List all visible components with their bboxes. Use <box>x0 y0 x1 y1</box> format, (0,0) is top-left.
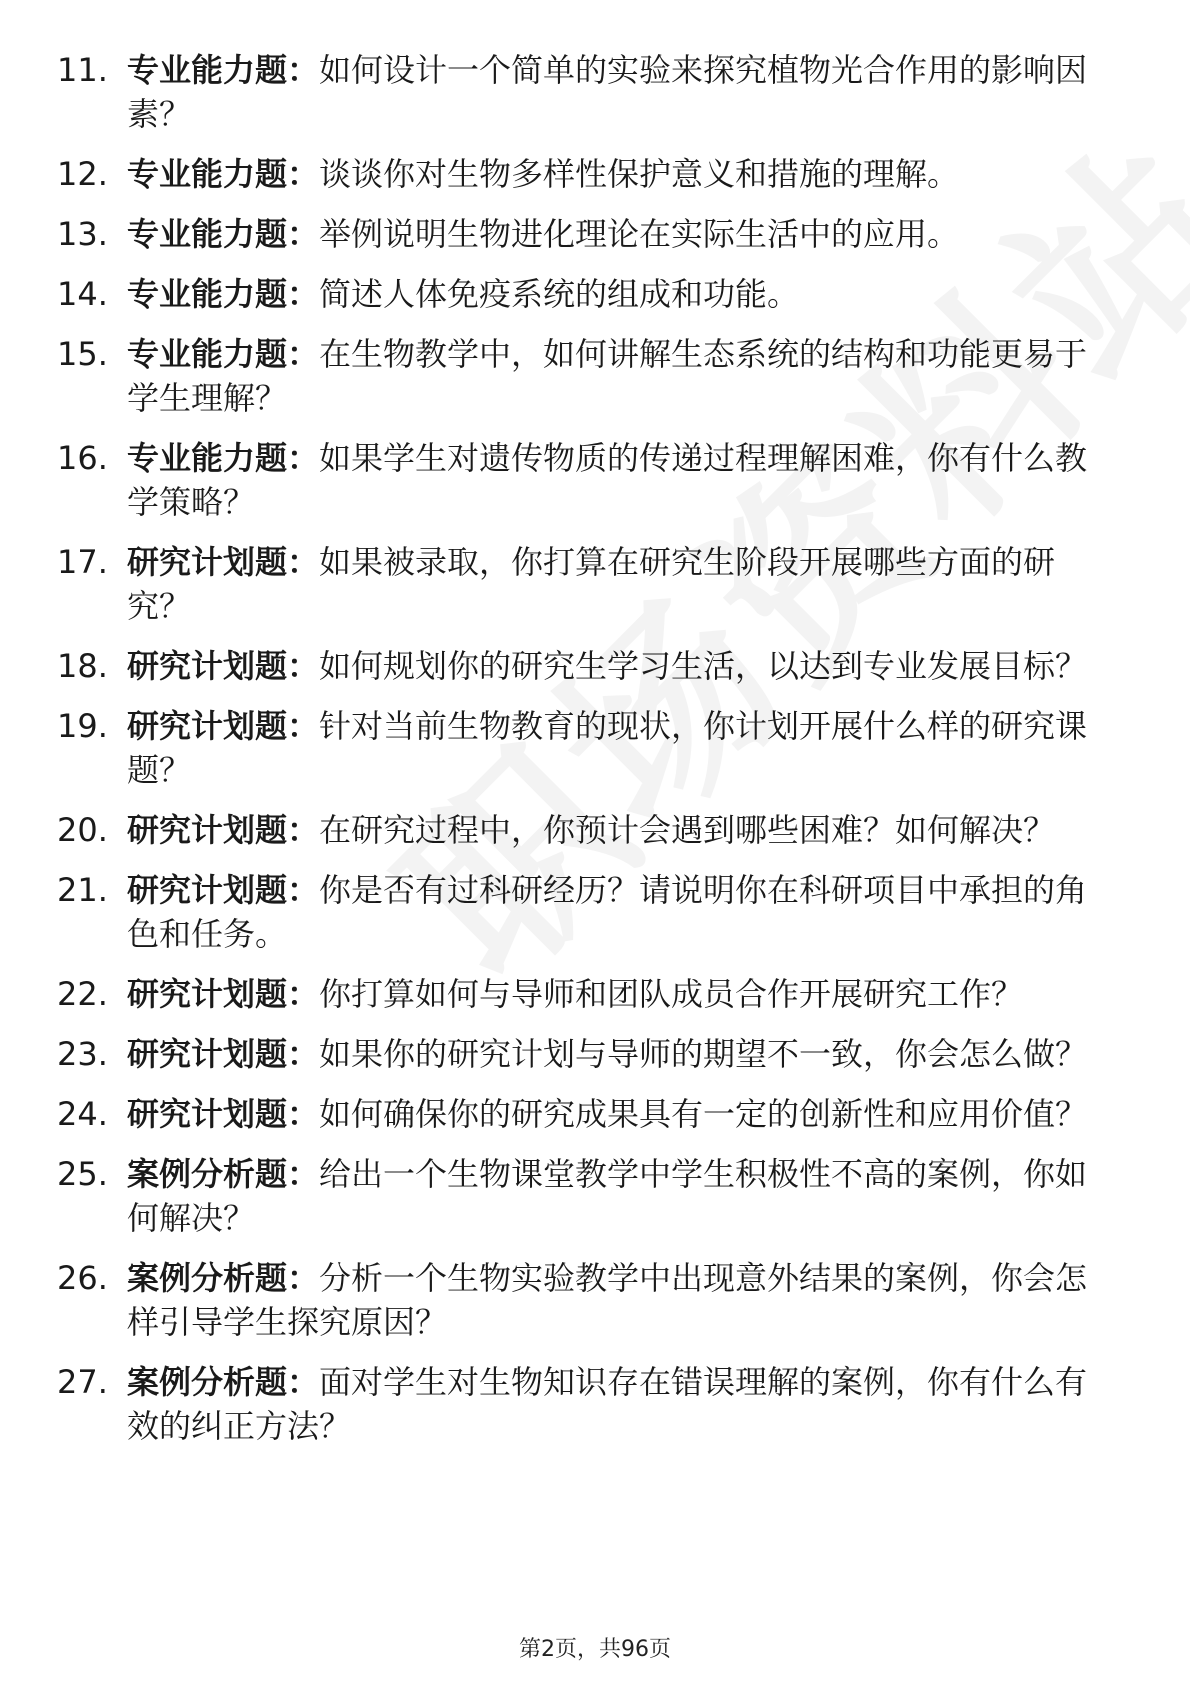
question-item <box>57 540 1117 628</box>
question-text: 举例说明生物进化理论在实际生活中的应用。 <box>319 215 960 253</box>
question-item <box>57 644 1117 688</box>
question-category: 案例分析题： <box>127 1259 320 1297</box>
question-item <box>57 972 1117 1016</box>
question-list <box>57 48 1117 1464</box>
question-text: 在生物教学中，如何讲解生态系统的结构和功能更易于学生理解？ <box>127 335 1088 417</box>
question-text: 你打算如何与导师和团队成员合作开展研究工作？ <box>319 975 1024 1013</box>
question-text: 如果你的研究计划与导师的期望不一致，你会怎么做？ <box>319 1035 1088 1073</box>
question-text: 如果被录取，你打算在研究生阶段开展哪些方面的研究？ <box>127 543 1056 625</box>
question-category: 案例分析题： <box>127 1363 320 1401</box>
question-text: 针对当前生物教育的现状，你计划开展什么样的研究课题？ <box>127 707 1088 789</box>
question-category: 研究计划题： <box>127 871 320 909</box>
question-text: 面对学生对生物知识存在错误理解的案例，你有什么有效的纠正方法？ <box>127 1363 1088 1445</box>
question-category: 专业能力题： <box>127 335 320 373</box>
question-item <box>57 808 1117 852</box>
question-item <box>57 1360 1117 1448</box>
question-category: 研究计划题： <box>127 811 320 849</box>
question-item <box>57 436 1117 524</box>
question-text: 如果学生对遗传物质的传递过程理解困难，你有什么教学策略？ <box>127 439 1088 521</box>
question-number: 21. <box>57 871 108 909</box>
question-text: 谈谈你对生物多样性保护意义和措施的理解。 <box>319 155 960 193</box>
question-category: 专业能力题： <box>127 155 320 193</box>
question-text: 如何规划你的研究生学习生活，以达到专业发展目标？ <box>319 647 1088 685</box>
question-text: 如何确保你的研究成果具有一定的创新性和应用价值？ <box>319 1095 1088 1133</box>
question-text: 给出一个生物课堂教学中学生积极性不高的案例，你如何解决？ <box>127 1155 1088 1237</box>
question-item <box>57 212 1117 256</box>
question-item <box>57 704 1117 792</box>
question-category: 研究计划题： <box>127 1035 320 1073</box>
question-category: 研究计划题： <box>127 647 320 685</box>
question-item <box>57 1032 1117 1076</box>
question-number: 14. <box>57 275 108 313</box>
question-number: 16. <box>57 439 108 477</box>
question-number: 11. <box>57 51 108 89</box>
question-number: 18. <box>57 647 108 685</box>
question-category: 研究计划题： <box>127 1095 320 1133</box>
question-number: 23. <box>57 1035 108 1073</box>
question-category: 研究计划题： <box>127 975 320 1013</box>
question-item <box>57 48 1117 136</box>
question-number: 27. <box>57 1363 108 1401</box>
question-category: 研究计划题： <box>127 707 320 745</box>
question-item <box>57 1256 1117 1344</box>
question-category: 研究计划题： <box>127 543 320 581</box>
question-number: 17. <box>57 543 108 581</box>
question-text: 分析一个生物实验教学中出现意外结果的案例，你会怎样引导学生探究原因？ <box>127 1259 1088 1341</box>
question-item <box>57 332 1117 420</box>
page-footer: 第2页，共96页 <box>519 1637 671 1662</box>
question-category: 专业能力题： <box>127 215 320 253</box>
question-category: 专业能力题： <box>127 275 320 313</box>
question-number: 12. <box>57 155 108 193</box>
question-text: 你是否有过科研经历？请说明你在科研项目中承担的角色和任务。 <box>127 871 1088 953</box>
question-number: 22. <box>57 975 108 1013</box>
question-category: 专业能力题： <box>127 439 320 477</box>
question-text: 简述人体免疫系统的组成和功能。 <box>319 275 800 313</box>
question-text: 在研究过程中，你预计会遇到哪些困难？如何解决？ <box>319 811 1056 849</box>
question-number: 19. <box>57 707 108 745</box>
question-item <box>57 152 1117 196</box>
question-number: 15. <box>57 335 108 373</box>
question-number: 20. <box>57 811 108 849</box>
question-item <box>57 1092 1117 1136</box>
question-category: 专业能力题： <box>127 51 320 89</box>
question-number: 25. <box>57 1155 108 1193</box>
question-category: 案例分析题： <box>127 1155 320 1193</box>
question-number: 24. <box>57 1095 108 1133</box>
question-number: 26. <box>57 1259 108 1297</box>
question-item <box>57 272 1117 316</box>
question-number: 13. <box>57 215 108 253</box>
question-text: 如何设计一个简单的实验来探究植物光合作用的影响因素？ <box>127 51 1088 133</box>
question-item <box>57 868 1117 956</box>
question-item <box>57 1152 1117 1240</box>
